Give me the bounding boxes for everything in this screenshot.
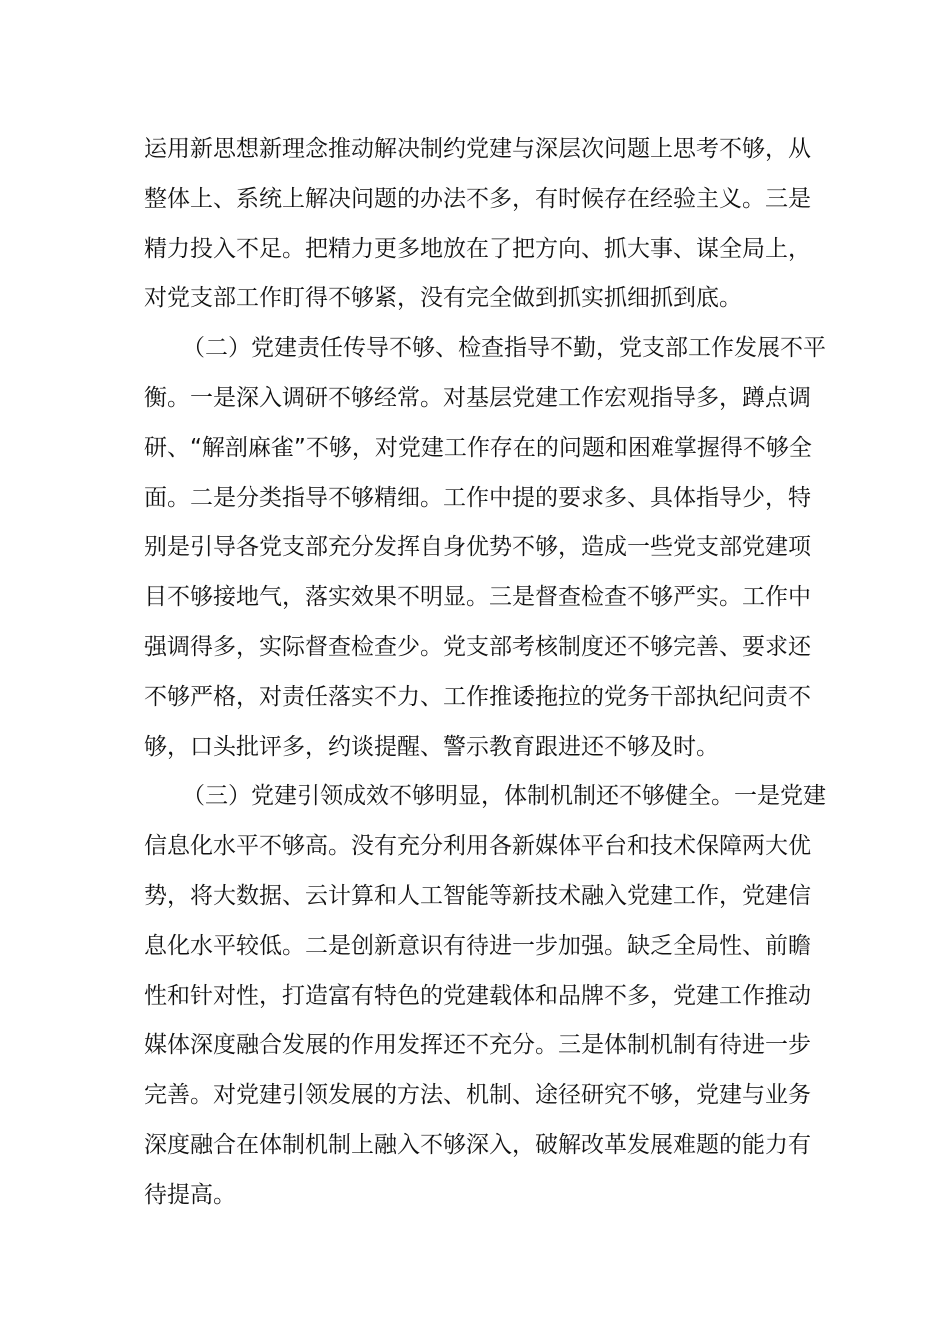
text-line: 媒体深度融合发展的作用发挥还不充分。三是体制机制有待进一步	[144, 1032, 811, 1059]
text-line: 别是引导各党支部充分发挥自身优势不够，造成一些党支部党建项	[144, 534, 811, 561]
text-line: 对党支部工作盯得不够紧，没有完全做到抓实抓细抓到底。	[144, 285, 742, 312]
text-line: 研、“解剖麻雀”不够，对党建工作存在的问题和困难掌握得不够全	[144, 434, 812, 461]
text-line: 整体上、系统上解决问题的办法不多，有时候存在经验主义。三是	[144, 185, 811, 212]
text-line: 够，口头批评多，约谈提醒、警示教育跟进还不够及时。	[144, 733, 719, 760]
section-heading-line: （二）党建责任传导不够、检查指导不勤，党支部工作发展不平	[182, 335, 826, 362]
section-heading-line: （三）党建引领成效不够明显，体制机制还不够健全。一是党建	[182, 783, 826, 810]
text-line: 待提高。	[144, 1181, 236, 1208]
text-line: 息化水平较低。二是创新意识有待进一步加强。缺乏全局性、前瞻	[144, 932, 811, 959]
text-line: 衡。一是深入调研不够经常。对基层党建工作宏观指导多，蹲点调	[144, 384, 811, 411]
text-line: 目不够接地气，落实效果不明显。三是督查检查不够严实。工作中	[144, 584, 811, 611]
document-body	[144, 125, 826, 1221]
text-line: 深度融合在体制机制上融入不够深入，破解改革发展难题的能力有	[144, 1131, 811, 1158]
text-line: 信息化水平不够高。没有充分利用各新媒体平台和技术保障两大优	[144, 833, 811, 860]
text-line: 运用新思想新理念推动解决制约党建与深层次问题上思考不够，从	[144, 136, 811, 162]
text-line: 面。二是分类指导不够精细。工作中提的要求多、具体指导少，特	[144, 484, 811, 511]
text-line: 完善。对党建引领发展的方法、机制、途径研究不够，党建与业务	[144, 1082, 811, 1109]
text-line: 强调得多，实际督查检查少。党支部考核制度还不够完善、要求还	[144, 633, 811, 660]
text-line: 不够严格，对责任落实不力、工作推诿拖拉的党务干部执纪问责不	[144, 683, 811, 710]
text-line: 精力投入不足。把精力更多地放在了把方向、抓大事、谋全局上，	[144, 235, 811, 262]
text-line: 性和针对性，打造富有特色的党建载体和品牌不多，党建工作推动	[144, 982, 811, 1009]
text-line: 势，将大数据、云计算和人工智能等新技术融入党建工作，党建信	[144, 882, 811, 909]
